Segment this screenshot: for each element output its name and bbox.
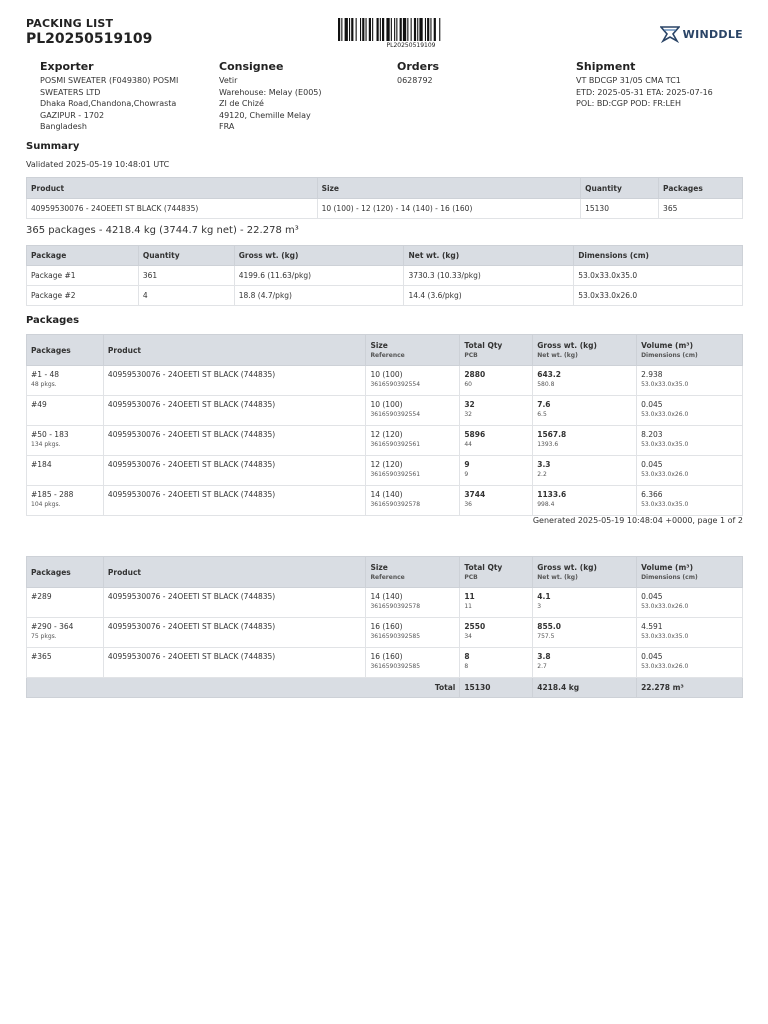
packing-list-page	[26, 17, 743, 692]
col-volume: Volume (m³) Dimensions (cm)	[637, 335, 743, 366]
total-row	[27, 678, 743, 698]
consignee-line: FRA	[219, 122, 235, 131]
package-size: 10 (100) 3616590392554	[366, 396, 460, 426]
shipment-title: Shipment	[576, 60, 636, 73]
package-size: 14 (140) 3616590392578	[366, 486, 460, 516]
package-range: #49	[27, 396, 104, 426]
package-product: 40959530076 - 24OEETI ST BLACK (744835)	[103, 396, 366, 426]
total-volume: 22.278 m³	[637, 678, 743, 698]
package-gross: 18.8 (4.7/pkg)	[234, 286, 404, 306]
package-range: #185 - 288 104 pkgs.	[27, 486, 104, 516]
package-size: 16 (160) 3616590392585	[366, 618, 460, 648]
exporter-block	[40, 61, 210, 133]
package-name: Package #2	[27, 286, 139, 306]
package-product: 40959530076 - 24OEETI ST BLACK (744835)	[103, 588, 366, 618]
summary-header-row	[27, 178, 743, 199]
total-gross: 4218.4 kg	[533, 678, 637, 698]
validated-text: Validated 2025-05-19 10:48:01 UTC	[26, 160, 170, 169]
col-size: Size Reference	[366, 557, 460, 588]
pkg-col-package: Package	[27, 246, 139, 266]
company-logo	[660, 25, 743, 43]
package-volume: 4.591 53.0x33.0x35.0	[637, 618, 743, 648]
package-volume: 6.366 53.0x33.0x35.0	[637, 486, 743, 516]
package-gross: 4199.6 (11.63/pkg)	[234, 266, 404, 286]
package-product: 40959530076 - 24OEETI ST BLACK (744835)	[103, 486, 366, 516]
summary-quantity: 15130	[581, 199, 659, 219]
consignee-title: Consignee	[219, 60, 284, 73]
package-types-table	[26, 245, 743, 306]
shipment-line: POL: BD:CGP POD: FR:LEH	[576, 99, 681, 108]
col-packages: Packages	[27, 557, 104, 588]
package-type-row	[27, 286, 743, 306]
col-total-qty: Total Qty PCB	[460, 335, 533, 366]
package-row	[27, 588, 743, 618]
col-gross-wt: Gross wt. (kg) Net wt. (kg)	[533, 335, 637, 366]
package-qty: 8 8	[460, 648, 533, 678]
package-volume: 0.045 53.0x33.0x26.0	[637, 456, 743, 486]
exporter-line: SWEATERS LTD	[40, 87, 101, 97]
package-range: #290 - 364 75 pkgs.	[27, 618, 104, 648]
package-qty: 11 11	[460, 588, 533, 618]
logo-text: WINDDLE	[682, 27, 743, 41]
package-volume: 0.045 53.0x33.0x26.0	[637, 396, 743, 426]
package-product: 40959530076 - 24OEETI ST BLACK (744835)	[103, 648, 366, 678]
package-name: Package #1	[27, 266, 139, 286]
package-volume: 0.045 53.0x33.0x26.0	[637, 648, 743, 678]
pkg-col-net: Net wt. (kg)	[404, 246, 574, 266]
totals-line: 365 packages - 4218.4 kg (3744.7 kg net) - 22.278 m³	[26, 225, 299, 236]
package-row	[27, 396, 743, 426]
shipment-block	[576, 61, 746, 110]
package-row	[27, 486, 743, 516]
package-volume: 2.938 53.0x33.0x35.0	[637, 366, 743, 396]
summary-size: 10 (100) - 12 (120) - 14 (140) - 16 (160)	[317, 199, 581, 219]
col-packages: Packages	[27, 335, 104, 366]
package-qty: 2880 60	[460, 366, 533, 396]
package-quantity: 361	[138, 266, 234, 286]
exporter-line: POSMI SWEATER (F049380) POSMI	[40, 76, 179, 85]
col-gross-wt: Gross wt. (kg) Net wt. (kg)	[533, 557, 637, 588]
package-product: 40959530076 - 24OEETI ST BLACK (744835)	[103, 456, 366, 486]
packages-title: Packages	[26, 315, 80, 326]
col-volume: Volume (m³) Dimensions (cm)	[637, 557, 743, 588]
package-size: 12 (120) 3616590392561	[366, 456, 460, 486]
total-label: Total	[27, 678, 460, 698]
summary-col-product: Product	[27, 178, 318, 199]
total-qty: 15130	[460, 678, 533, 698]
package-gross: 7.6 6.5	[533, 396, 637, 426]
package-row	[27, 366, 743, 396]
package-net: 14.4 (3.6/pkg)	[404, 286, 574, 306]
package-range: #365	[27, 648, 104, 678]
package-volume: 0.045 53.0x33.0x26.0	[637, 588, 743, 618]
pkg-col-quantity: Quantity	[138, 246, 234, 266]
orders-block	[397, 61, 567, 87]
package-gross: 3.8 2.7	[533, 648, 637, 678]
document-number: PL20250519109	[26, 31, 153, 47]
package-size: 14 (140) 3616590392578	[366, 588, 460, 618]
consignee-line: Vetir	[219, 76, 238, 85]
summary-col-quantity: Quantity	[581, 178, 659, 199]
exporter-title: Exporter	[40, 60, 94, 73]
package-gross: 643.2 580.8	[533, 366, 637, 396]
package-product: 40959530076 - 24OEETI ST BLACK (744835)	[103, 618, 366, 648]
summary-col-packages: Packages	[659, 178, 743, 199]
package-gross: 3.3 2.2	[533, 456, 637, 486]
barcode-text: PL20250519109	[386, 42, 436, 49]
package-gross: 1133.6 998.4	[533, 486, 637, 516]
package-net: 3730.3 (10.33/pkg)	[404, 266, 574, 286]
package-qty: 2550 34	[460, 618, 533, 648]
exporter-line: GAZIPUR - 1702	[40, 110, 105, 120]
package-qty: 5896 44	[460, 426, 533, 456]
package-row	[27, 618, 743, 648]
consignee-block	[219, 61, 389, 133]
pkg-col-dimensions: Dimensions (cm)	[574, 246, 743, 266]
package-row	[27, 426, 743, 456]
package-row	[27, 456, 743, 486]
logo-icon	[660, 25, 680, 43]
col-product: Product	[103, 557, 366, 588]
exporter-line: Dhaka Road,Chandona,Chowrasta	[40, 99, 177, 108]
package-gross: 4.1 3	[533, 588, 637, 618]
col-total-qty: Total Qty PCB	[460, 557, 533, 588]
package-size: 10 (100) 3616590392554	[366, 366, 460, 396]
pkg-col-gross: Gross wt. (kg)	[234, 246, 404, 266]
summary-product: 40959530076 - 24OEETI ST BLACK (744835)	[27, 199, 318, 219]
package-gross: 1567.8 1393.6	[533, 426, 637, 456]
package-qty: 3744 36	[460, 486, 533, 516]
parties-section	[40, 61, 743, 131]
consignee-line: 49120, Chemille Melay	[219, 110, 311, 120]
package-dimensions: 53.0x33.0x26.0	[574, 286, 743, 306]
page-footer: Generated 2025-05-19 10:48:04 +0000, page 1 of 2	[532, 516, 743, 525]
orders-title: Orders	[397, 60, 440, 73]
packages-table-page2	[26, 556, 743, 698]
package-gross: 855.0 757.5	[533, 618, 637, 648]
consignee-line: Warehouse: Melay (E005)	[219, 87, 322, 97]
col-size: Size Reference	[366, 335, 460, 366]
barcode-image	[336, 18, 486, 41]
summary-col-size: Size	[317, 178, 581, 199]
packages-header-row	[27, 557, 743, 588]
order-number: 0628792	[397, 76, 433, 85]
package-row	[27, 648, 743, 678]
package-size: 12 (120) 3616590392561	[366, 426, 460, 456]
col-product: Product	[103, 335, 366, 366]
package-product: 40959530076 - 24OEETI ST BLACK (744835)	[103, 426, 366, 456]
packages-header-row	[27, 335, 743, 366]
summary-row	[27, 199, 743, 219]
package-range: #289	[27, 588, 104, 618]
package-type-row	[27, 266, 743, 286]
exporter-line: Bangladesh	[40, 122, 87, 131]
package-qty: 9 9	[460, 456, 533, 486]
package-qty: 32 32	[460, 396, 533, 426]
package-quantity: 4	[138, 286, 234, 306]
shipment-line: ETD: 2025-05-31 ETA: 2025-07-16	[576, 87, 713, 97]
package-dimensions: 53.0x33.0x35.0	[574, 266, 743, 286]
summary-table	[26, 177, 743, 219]
package-size: 16 (160) 3616590392585	[366, 648, 460, 678]
packages-table-page1	[26, 334, 743, 516]
document-label: PACKING LIST	[26, 17, 114, 30]
package-range: #184	[27, 456, 104, 486]
summary-packages: 365	[659, 199, 743, 219]
package-product: 40959530076 - 24OEETI ST BLACK (744835)	[103, 366, 366, 396]
barcode	[336, 18, 486, 49]
shipment-line: VT BDCGP 31/05 CMA TC1	[576, 76, 681, 85]
consignee-line: ZI de Chizé	[219, 99, 264, 108]
package-types-header-row	[27, 246, 743, 266]
package-range: #50 - 183 134 pkgs.	[27, 426, 104, 456]
summary-title: Summary	[26, 141, 80, 152]
package-volume: 8.203 53.0x33.0x35.0	[637, 426, 743, 456]
package-range: #1 - 48 48 pkgs.	[27, 366, 104, 396]
